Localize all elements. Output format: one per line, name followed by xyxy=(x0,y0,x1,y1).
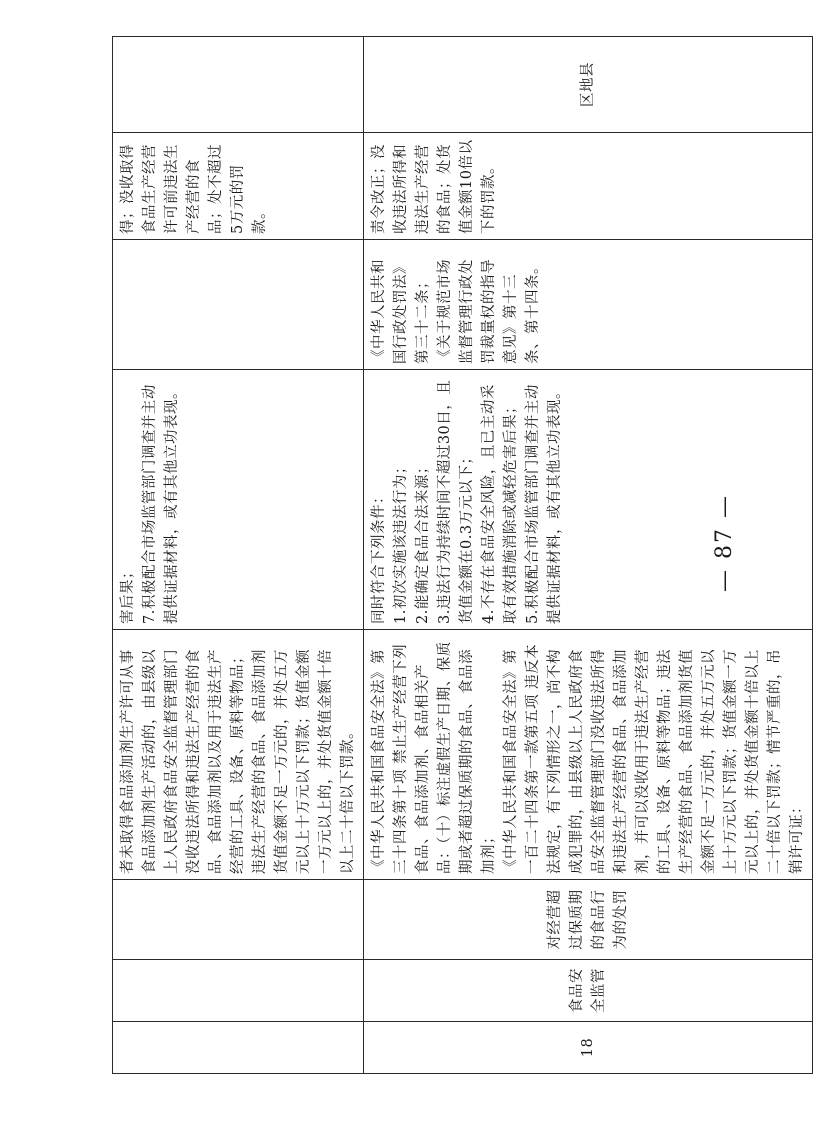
standard-cell: 《中华人民共和国行政处罚法》第三十二条； 《关于规范市场监督管理行政处罚裁量权的指导意见》第十三条、第十四条。 xyxy=(364,240,813,370)
legal-basis-cell: 《中华人民共和国食品安全法》第三十四条第十项 禁止生产经营下列食品、食品添加剂、食品相关产品：（十）标注虚假生产日期、保质期或者超过保质期的食品、食品添加剂； 《中华人民共和国食品安全法》第一百二十四条第一款第五项 违反本法规定，有下列情形之一，尚不构成犯罪的，由县级以上人民政府食品安全监督管理部门没收违法所得和违法生产经营的食品、食品添加剂，并可以没收用于违法生产经营的工具、设备、原料等物品；违法生产经营的食品、食品添加剂货值金额不足一万元的，并处五万元以上十万元以下罚款；货值金额一万元以上的，并处货值金额十倍以上二十倍以下罚款；情节严重的，吊销许可证： xyxy=(364,630,813,880)
table-row xyxy=(364,37,813,1074)
item-cell: 对经营超过保质期的食品行为的处罚 xyxy=(364,880,813,960)
row-number: 18 xyxy=(364,1022,813,1074)
legal-basis-cell: 者未取得食品添加剂生产许可从事食品添加剂生产活动的，由县级以上人民政府食品安全监督管理部门没收违法所得和违法生产经营的食品、食品添加剂以及用于违法生产经营的工具、设备、原料等物品；违法生产经营的食品、食品添加剂货值金额不足一万元的，并处五万元以上十万元以下罚款；货值金额一万元以上的，并处货值金额十倍以上二十倍以下罚款。 xyxy=(113,630,364,880)
penalty-cell: 责令改正；没收违法所得和违法生产经营的食品；处货值金额10倍以下的罚款。 xyxy=(364,133,813,240)
conditions-cell: 同时符合下列条件： 1.初次实施该违法行为； 2.能确定食品合法来源； 3.违法行为持续时间不超过30日，且货值金额在0.3万元以下； 4.不存在食品安全风险，且已主动采取有效措施消除或减轻危害后果； 5.积极配合市场监管部门调查并主动提供证据材料，或有其他立功表现。 xyxy=(364,370,813,630)
standard-cell xyxy=(113,240,364,370)
category-cell: 食品安全监管 xyxy=(364,960,813,1022)
penalty-cell: 得；没收取得食品生产经营许可前违法生产经营的食品；处不超过5万元的罚款。 xyxy=(113,133,364,240)
row-number xyxy=(113,1022,364,1074)
level-cell xyxy=(113,37,364,133)
category-cell xyxy=(113,960,364,1022)
level-cell: 区地县 xyxy=(364,37,813,133)
table-row xyxy=(113,37,364,1074)
page-number: — 87 — xyxy=(712,494,737,592)
conditions-cell: 害后果； 7.积极配合市场监管部门调查并主动提供证据材料，或有其他立功表现。 xyxy=(113,370,364,630)
penalty-table xyxy=(112,36,813,1074)
item-cell xyxy=(113,880,364,960)
